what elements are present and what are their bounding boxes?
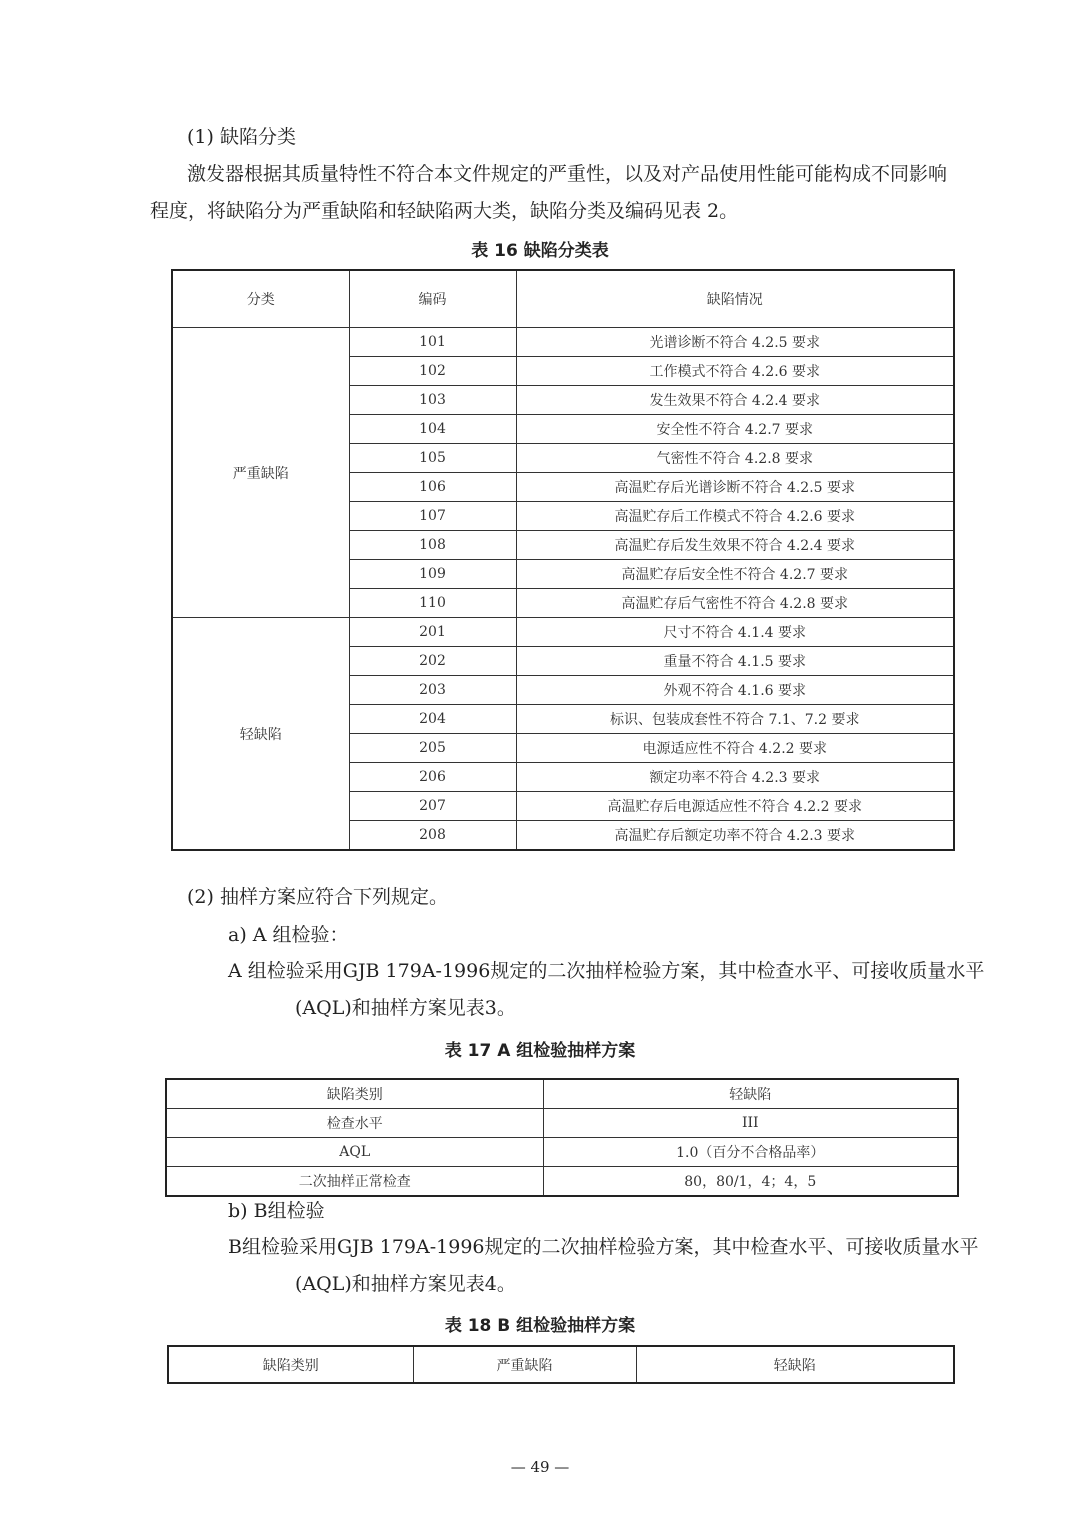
group-critical-defect: 严重缺陷: [172, 328, 349, 618]
group-a-heading: a) A 组检验：: [228, 924, 349, 946]
description-cell: 高温贮存后气密性不符合 4.2.8 要求: [516, 589, 954, 618]
description-cell: 高温贮存后安全性不符合 4.2.7 要求: [516, 560, 954, 589]
code-cell: 102: [349, 357, 516, 386]
code-cell: 110: [349, 589, 516, 618]
value-cell: 轻缺陷: [543, 1079, 958, 1109]
table-row: [168, 1346, 954, 1383]
code-cell: 103: [349, 386, 516, 415]
description-cell: 高温贮存后工作模式不符合 4.2.6 要求: [516, 502, 954, 531]
table-17-caption: 表 17 A 组检验抽样方案: [444, 1041, 636, 1061]
section-2-heading: (2) 抽样方案应符合下列规定。: [187, 886, 448, 908]
code-cell: 201: [349, 618, 516, 647]
code-cell: 205: [349, 734, 516, 763]
description-cell: 安全性不符合 4.2.7 要求: [516, 415, 954, 444]
group-minor-defect: 轻缺陷: [172, 618, 349, 851]
table-row: [166, 1109, 958, 1138]
description-cell: 电源适应性不符合 4.2.2 要求: [516, 734, 954, 763]
header-category: 分类: [172, 270, 349, 328]
code-cell: 107: [349, 502, 516, 531]
table-row: [172, 618, 954, 647]
label-cell: 检查水平: [166, 1109, 543, 1138]
value-cell: 1.0（百分不合格品率）: [543, 1138, 958, 1167]
code-cell: 203: [349, 676, 516, 705]
description-cell: 尺寸不符合 4.1.4 要求: [516, 618, 954, 647]
group-a-line-2: (AQL)和抽样方案见表3。: [295, 997, 516, 1019]
page-number: — 49 —: [510, 1458, 570, 1476]
code-cell: 101: [349, 328, 516, 357]
code-cell: 104: [349, 415, 516, 444]
description-cell: 高温贮存后发生效果不符合 4.2.4 要求: [516, 531, 954, 560]
label-cell: 二次抽样正常检查: [166, 1167, 543, 1197]
section-1-paragraph-line-1: 激发器根据其质量特性不符合本文件规定的严重性，以及对产品使用性能可能构成不同影响: [187, 163, 948, 185]
description-cell: 高温贮存后电源适应性不符合 4.2.2 要求: [516, 792, 954, 821]
table-18-caption: 表 18 B 组检验抽样方案: [444, 1316, 636, 1336]
code-cell: 202: [349, 647, 516, 676]
header-code: 编码: [349, 270, 516, 328]
group-b-sampling-table: [167, 1345, 955, 1384]
table-row: [166, 1079, 958, 1109]
group-a-sampling-table: [165, 1078, 959, 1197]
code-cell: 109: [349, 560, 516, 589]
description-cell: 光谱诊断不符合 4.2.5 要求: [516, 328, 954, 357]
description-cell: 外观不符合 4.1.6 要求: [516, 676, 954, 705]
description-cell: 额定功率不符合 4.2.3 要求: [516, 763, 954, 792]
code-cell: 208: [349, 821, 516, 851]
description-cell: 高温贮存后额定功率不符合 4.2.3 要求: [516, 821, 954, 851]
description-cell: 标识、包装成套性不符合 7.1、7.2 要求: [516, 705, 954, 734]
group-b-heading: b) B组检验: [228, 1200, 325, 1222]
table-row: [166, 1138, 958, 1167]
label-cell: 缺陷类别: [166, 1079, 543, 1109]
header-minor-defect: 轻缺陷: [636, 1346, 954, 1383]
group-a-line-1: A 组检验采用GJB 179A-1996规定的二次抽样检验方案，其中检查水平、可接收质量水平: [228, 960, 985, 982]
code-cell: 204: [349, 705, 516, 734]
code-cell: 106: [349, 473, 516, 502]
group-b-line-1: B组检验采用GJB 179A-1996规定的二次抽样检验方案，其中检查水平、可接收质量水平: [228, 1236, 979, 1258]
code-cell: 105: [349, 444, 516, 473]
description-cell: 气密性不符合 4.2.8 要求: [516, 444, 954, 473]
label-cell: AQL: [166, 1138, 543, 1167]
table-row: [166, 1167, 958, 1197]
value-cell: III: [543, 1109, 958, 1138]
group-b-line-2: (AQL)和抽样方案见表4。: [295, 1273, 516, 1295]
description-cell: 高温贮存后光谱诊断不符合 4.2.5 要求: [516, 473, 954, 502]
description-cell: 工作模式不符合 4.2.6 要求: [516, 357, 954, 386]
header-defect-description: 缺陷情况: [516, 270, 954, 328]
table-16-caption: 表 16 缺陷分类表: [471, 241, 609, 261]
value-cell: 80，80/1，4；4，5: [543, 1167, 958, 1197]
description-cell: 重量不符合 4.1.5 要求: [516, 647, 954, 676]
table-row: [172, 328, 954, 357]
code-cell: 206: [349, 763, 516, 792]
code-cell: 108: [349, 531, 516, 560]
section-1-heading: (1) 缺陷分类: [187, 126, 296, 148]
section-1-paragraph-line-2: 程度，将缺陷分为严重缺陷和轻缺陷两大类，缺陷分类及编码见表 2。: [150, 200, 739, 222]
description-cell: 发生效果不符合 4.2.4 要求: [516, 386, 954, 415]
header-defect-category: 缺陷类别: [168, 1346, 413, 1383]
code-cell: 207: [349, 792, 516, 821]
defect-classification-table: [171, 269, 955, 851]
header-critical-defect: 严重缺陷: [413, 1346, 636, 1383]
